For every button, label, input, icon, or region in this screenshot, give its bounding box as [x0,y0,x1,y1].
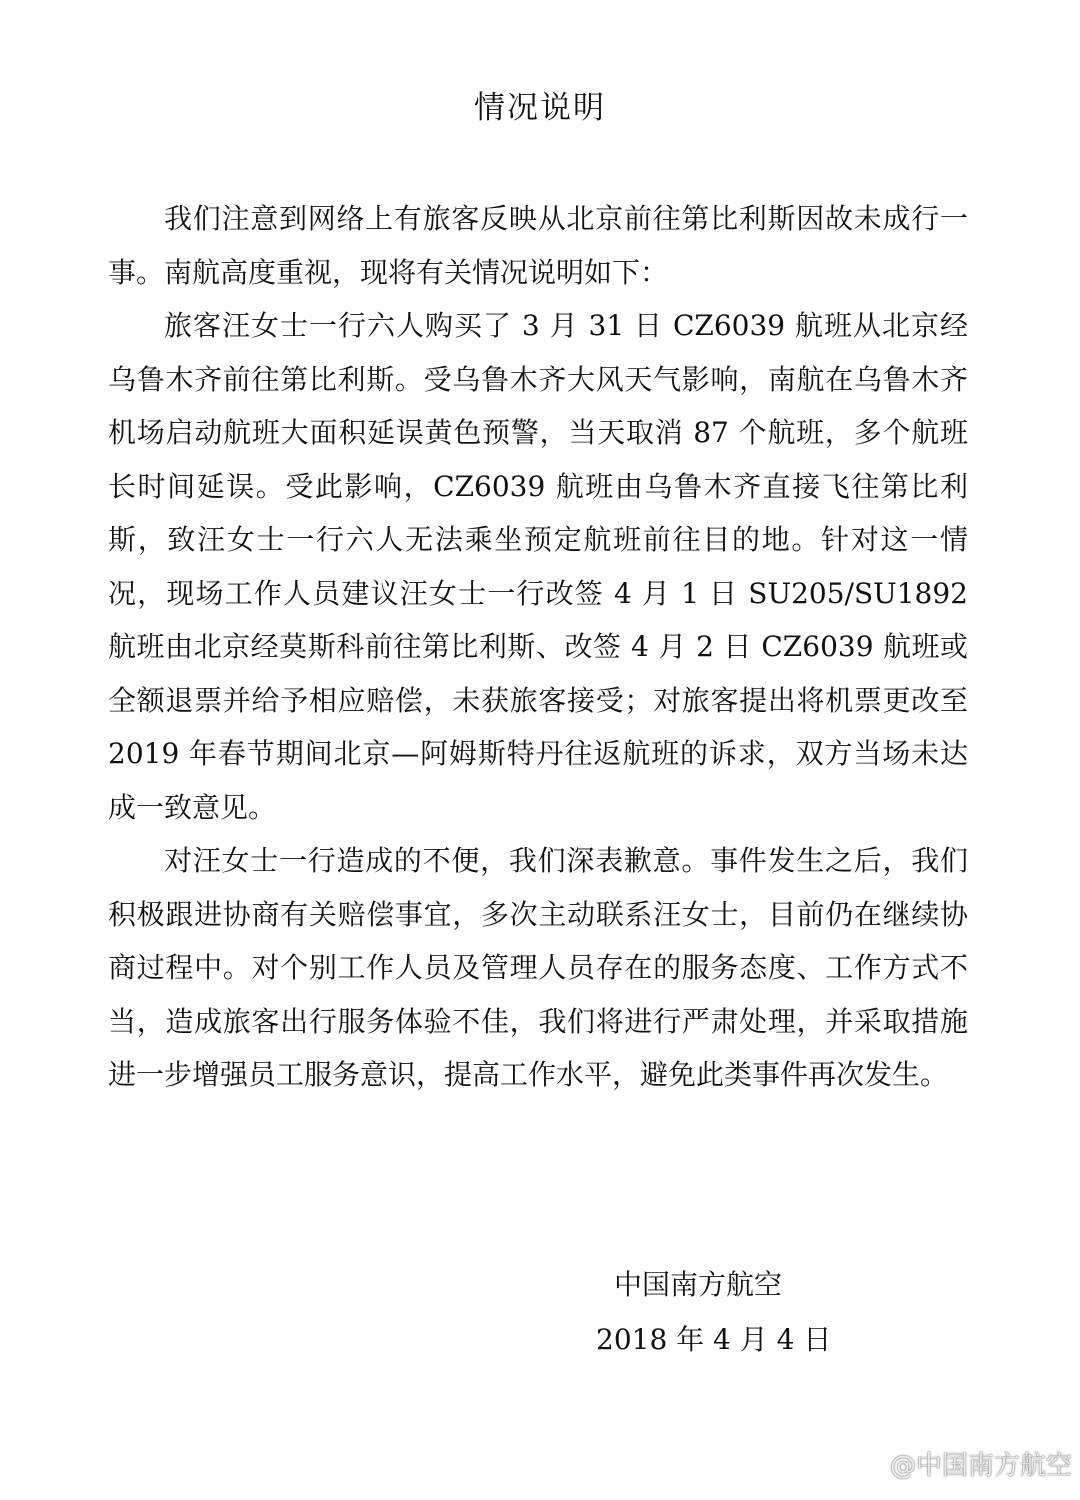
document-title: 情况说明 [474,90,606,126]
signature-date: 2018 年 4 月 4 日 [596,1323,832,1356]
weibo-icon [846,1447,886,1481]
weibo-watermark [846,1445,1072,1482]
document-body [108,192,968,1102]
signature-block [596,1257,856,1367]
signature-organization: 中国南方航空 [614,1268,783,1301]
paragraph-details: 旅客汪女士一行六人购买了 3 月 31 日 CZ6039 航班从北京经乌鲁木齐前往第比利斯。受乌鲁木齐大风天气影响，南航在乌鲁木齐机场启动航班大面积延误黄色预警，当天取消 87 个航班，多个航班长时间延误。受此影响，CZ6039 航班由乌鲁木齐直接飞往第比利斯，致汪女士一行六人无法乘坐预定航班前往目的地。针对这一情况，现场工作人员建议汪女士一行改签 4 月 1 日 SU205/SU1892 航班由北京经莫斯科前往第比利斯、改签 4 月 2 日 CZ6039 航班或全额退票并给予相应赔偿，未获旅客接受；对旅客提出将机票更改至 2019 年春节期间北京—阿姆斯特丹往返航班的诉求，双方当场未达成一致意见。 [108,309,968,824]
paragraph-intro: 我们注意到网络上有旅客反映从北京前往第比利斯因故未成行一事。南航高度重视，现将有关情况说明如下： [108,202,968,289]
watermark-text: @中国南方航空 [889,1451,1072,1481]
paragraph-apology: 对汪女士一行造成的不便，我们深表歉意。事件发生之后，我们积极跟进协商有关赔偿事宜，多次主动联系汪女士，目前仍在继续协商过程中。对个别工作人员及管理人员存在的服务态度、工作方式不当，造成旅客出行服务体验不佳，我们将进行严肃处理，并采取措施进一步增强员工服务意识，提高工作水平，避免此类事件再次发生。 [108,844,968,1091]
